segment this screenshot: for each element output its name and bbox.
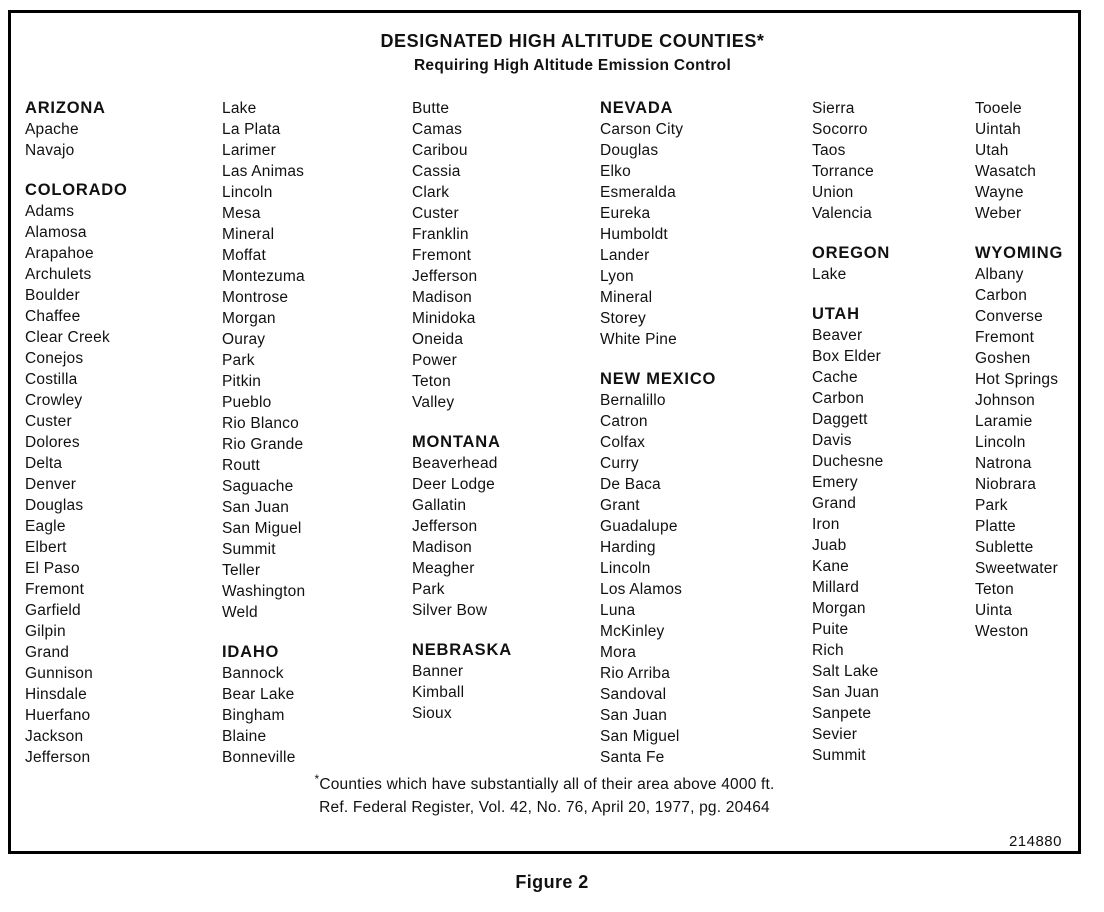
county-item: Saguache (222, 478, 294, 495)
county-item: Valley (412, 394, 455, 411)
state-header: MONTANA (412, 433, 501, 451)
county-item: San Juan (600, 707, 668, 724)
county-item: Douglas (25, 497, 84, 514)
county-item: Rich (812, 642, 844, 659)
county-item: Uintah (975, 121, 1022, 138)
county-item: Montrose (222, 289, 289, 306)
county-item: Storey (600, 310, 646, 327)
county-item: Lincoln (222, 184, 273, 201)
county-item: Cache (812, 369, 858, 386)
county-item: Routt (222, 457, 261, 474)
county-item: Hot Springs (975, 371, 1059, 388)
county-item: Rio Grande (222, 436, 304, 453)
county-item: San Miguel (600, 728, 680, 745)
county-item: Sevier (812, 726, 858, 743)
county-item: Montezuma (222, 268, 305, 285)
county-item: Moffat (222, 247, 266, 264)
county-item: Gilpin (25, 623, 66, 640)
county-item: Uinta (975, 602, 1013, 619)
county-item: Kimball (412, 684, 465, 701)
county-item: Madison (412, 289, 472, 306)
county-item: Luna (600, 602, 636, 619)
county-item: Johnson (975, 392, 1036, 409)
state-block (222, 642, 412, 768)
state-header: ARIZONA (25, 99, 106, 117)
county-item: Tooele (975, 100, 1022, 117)
state-block (412, 640, 600, 724)
county-item: Jefferson (412, 518, 478, 535)
county-item: Teton (412, 373, 451, 390)
county-item: Pueblo (222, 394, 272, 411)
county-item: Camas (412, 121, 463, 138)
county-column (600, 98, 812, 768)
state-header: OREGON (812, 244, 891, 262)
footnote (11, 768, 1078, 819)
county-item: Conejos (25, 350, 84, 367)
state-block (222, 98, 412, 623)
county-item: Banner (412, 663, 464, 680)
county-item: Meagher (412, 560, 475, 577)
county-item: Weston (975, 623, 1029, 640)
state-block (25, 180, 222, 768)
state-block (412, 98, 600, 413)
county-item: Grand (812, 495, 857, 512)
county-column (812, 98, 975, 768)
footnote-line-1 (11, 768, 1078, 796)
county-item: Beaverhead (412, 455, 498, 472)
county-item: Lander (600, 247, 650, 264)
county-item: Washington (222, 583, 306, 600)
title-block (39, 29, 1104, 76)
county-item: Larimer (222, 142, 276, 159)
county-item: Adams (25, 203, 75, 220)
document-border-box (8, 10, 1081, 854)
county-item: Colfax (600, 434, 646, 451)
county-item: Weld (222, 604, 258, 621)
county-item: San Miguel (222, 520, 302, 537)
county-item: Mineral (600, 289, 653, 306)
county-item: Boulder (25, 287, 80, 304)
county-item: McKinley (600, 623, 665, 640)
county-item: Navajo (25, 142, 75, 159)
county-item: Lyon (600, 268, 634, 285)
county-item: Clear Creek (25, 329, 110, 346)
county-item: San Juan (222, 499, 290, 516)
county-item: Converse (975, 308, 1043, 325)
county-item: Garfield (25, 602, 81, 619)
county-item: Platte (975, 518, 1016, 535)
county-item: Arapahoe (25, 245, 94, 262)
county-item: Custer (412, 205, 459, 222)
state-block (812, 98, 975, 224)
county-item: Wayne (975, 184, 1024, 201)
county-item: Archulets (25, 266, 92, 283)
county-item: Emery (812, 474, 858, 491)
county-item: Denver (25, 476, 77, 493)
county-item: Ouray (222, 331, 266, 348)
county-item: Lake (222, 100, 257, 117)
county-item: Sanpete (812, 705, 872, 722)
county-item: Park (412, 581, 445, 598)
county-item: Juab (812, 537, 847, 554)
county-column (25, 98, 222, 768)
county-item: Hinsdale (25, 686, 87, 703)
state-block (412, 432, 600, 621)
county-item: Crowley (25, 392, 83, 409)
county-item: Beaver (812, 327, 863, 344)
county-item: Cassia (412, 163, 461, 180)
county-item: Apache (25, 121, 79, 138)
county-item: Harding (600, 539, 656, 556)
county-item: San Juan (812, 684, 880, 701)
county-item: Butte (412, 100, 450, 117)
county-item: Teton (975, 581, 1014, 598)
county-item: Duchesne (812, 453, 884, 470)
county-item: Weber (975, 205, 1022, 222)
county-item: Kane (812, 558, 849, 575)
county-item: Delta (25, 455, 63, 472)
page-title: DESIGNATED HIGH ALTITUDE COUNTIES* (380, 31, 765, 51)
county-item: Elko (600, 163, 631, 180)
county-item: Utah (975, 142, 1009, 159)
county-item: Albany (975, 266, 1024, 283)
state-header: NEVADA (600, 99, 674, 117)
county-item: Curry (600, 455, 639, 472)
county-item: Park (222, 352, 255, 369)
county-item: Fremont (975, 329, 1035, 346)
state-header: COLORADO (25, 181, 128, 199)
county-item: Franklin (412, 226, 469, 243)
county-item: Bernalillo (600, 392, 666, 409)
county-item: Esmeralda (600, 184, 676, 201)
county-item: Summit (222, 541, 276, 558)
county-item: El Paso (25, 560, 80, 577)
county-item: Blaine (222, 728, 267, 745)
county-item: Jefferson (25, 749, 91, 766)
county-item: Teller (222, 562, 261, 579)
county-item: Rio Arriba (600, 665, 671, 682)
county-item: Lake (812, 266, 847, 283)
county-item: Natrona (975, 455, 1032, 472)
county-item: Bingham (222, 707, 285, 724)
state-block (25, 98, 222, 161)
footnote-line-1-text: Counties which have substantially all of their area above 4000 ft. (319, 776, 775, 793)
county-item: Laramie (975, 413, 1033, 430)
county-item: Morgan (812, 600, 866, 617)
county-item: Custer (25, 413, 72, 430)
county-item: Mesa (222, 205, 261, 222)
state-header: IDAHO (222, 643, 280, 661)
state-block (600, 369, 812, 768)
county-item: Jefferson (412, 268, 478, 285)
county-item: Minidoka (412, 310, 476, 327)
county-item: Fremont (412, 247, 472, 264)
county-item: Goshen (975, 350, 1031, 367)
state-block (812, 243, 975, 285)
county-item: Taos (812, 142, 846, 159)
county-column (222, 98, 412, 768)
figure-caption: Figure 2 (515, 872, 589, 892)
county-item: Oneida (412, 331, 464, 348)
county-item: Sublette (975, 539, 1034, 556)
county-item: Bear Lake (222, 686, 295, 703)
county-item: Douglas (600, 142, 659, 159)
county-item: Sweetwater (975, 560, 1058, 577)
county-item: Deer Lodge (412, 476, 496, 493)
county-item: Mineral (222, 226, 275, 243)
county-item: Clark (412, 184, 450, 201)
county-item: Wasatch (975, 163, 1037, 180)
county-item: Las Animas (222, 163, 305, 180)
footnote-asterisk: * (314, 772, 320, 786)
county-item: Alamosa (25, 224, 87, 241)
county-item: Sierra (812, 100, 855, 117)
county-item: Fremont (25, 581, 85, 598)
county-item: Torrance (812, 163, 874, 180)
county-item: Grand (25, 644, 70, 661)
state-block (600, 98, 812, 350)
county-item: Niobrara (975, 476, 1037, 493)
county-item: Salt Lake (812, 663, 879, 680)
county-item: Lincoln (600, 560, 651, 577)
county-item: Dolores (25, 434, 80, 451)
county-item: Sioux (412, 705, 452, 722)
county-columns (11, 98, 1078, 768)
state-header: NEBRASKA (412, 641, 512, 659)
county-item: Gunnison (25, 665, 93, 682)
county-item: Iron (812, 516, 840, 533)
county-item: Bonneville (222, 749, 296, 766)
county-item: Chaffee (25, 308, 81, 325)
county-item: Costilla (25, 371, 78, 388)
document-number: 214880 (1008, 833, 1062, 850)
county-item: Carbon (812, 390, 865, 407)
county-column (975, 98, 1078, 768)
county-item: Silver Bow (412, 602, 488, 619)
county-item: Daggett (812, 411, 868, 428)
county-item: Catron (600, 413, 648, 430)
county-item: Millard (812, 579, 860, 596)
state-block (975, 98, 1078, 224)
county-item: Davis (812, 432, 852, 449)
county-item: Huerfano (25, 707, 91, 724)
page-subtitle: Requiring High Altitude Emission Control (413, 57, 732, 74)
county-item: Guadalupe (600, 518, 678, 535)
county-item: Puite (812, 621, 849, 638)
county-item: Mora (600, 644, 637, 661)
county-item: Los Alamos (600, 581, 683, 598)
county-item: De Baca (600, 476, 661, 493)
county-item: Carson City (600, 121, 684, 138)
county-item: Caribou (412, 142, 468, 159)
county-item: Lincoln (975, 434, 1026, 451)
county-item: Morgan (222, 310, 276, 327)
county-item: Santa Fe (600, 749, 665, 766)
county-item: Elbert (25, 539, 67, 556)
county-item: Gallatin (412, 497, 467, 514)
county-item: White Pine (600, 331, 677, 348)
county-item: Socorro (812, 121, 868, 138)
county-item: Pitkin (222, 373, 262, 390)
county-item: Park (975, 497, 1008, 514)
state-header: WYOMING (975, 244, 1064, 262)
county-item: Jackson (25, 728, 84, 745)
state-block (975, 243, 1078, 642)
county-item: Union (812, 184, 854, 201)
county-item: Carbon (975, 287, 1028, 304)
county-item: Humboldt (600, 226, 668, 243)
county-item: Madison (412, 539, 472, 556)
footnote-line-2: Ref. Federal Register, Vol. 42, No. 76, April 20, 1977, pg. 20464 (319, 799, 770, 816)
county-item: Rio Blanco (222, 415, 299, 432)
state-header: NEW MEXICO (600, 370, 717, 388)
county-item: Bannock (222, 665, 284, 682)
state-block (812, 304, 975, 766)
county-column (412, 98, 600, 768)
county-item: Grant (600, 497, 640, 514)
county-item: Eureka (600, 205, 651, 222)
state-header: UTAH (812, 305, 860, 323)
county-item: Valencia (812, 205, 872, 222)
county-item: Power (412, 352, 457, 369)
county-item: Summit (812, 747, 866, 764)
county-item: Eagle (25, 518, 66, 535)
county-item: La Plata (222, 121, 281, 138)
county-item: Sandoval (600, 686, 667, 703)
county-item: Box Elder (812, 348, 881, 365)
